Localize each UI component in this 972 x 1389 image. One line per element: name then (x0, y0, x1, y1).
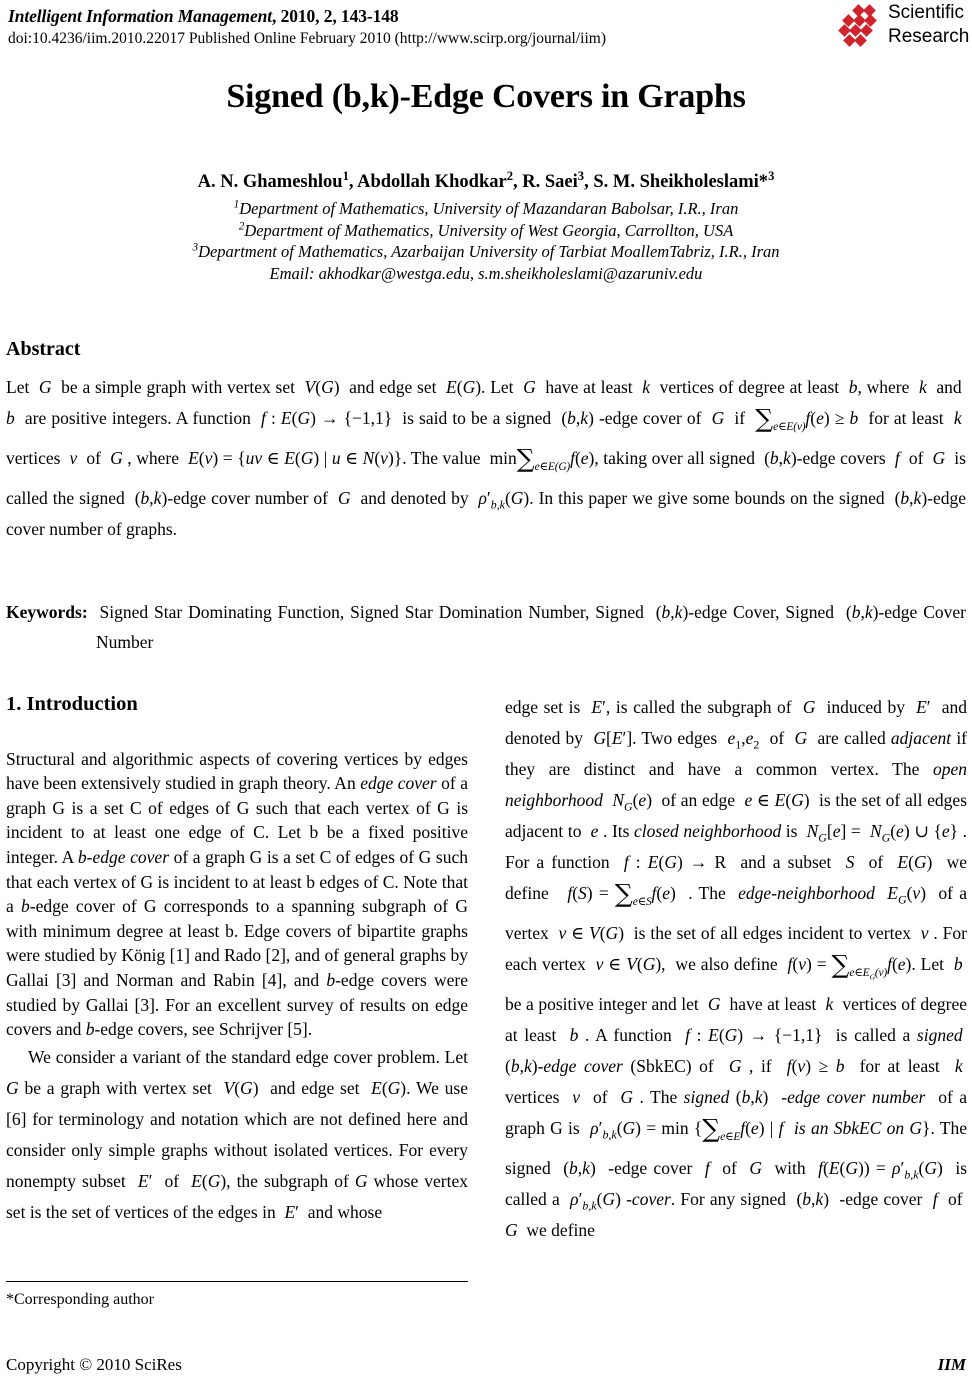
keywords-block (6, 597, 966, 657)
publisher-name-line2: Research (888, 26, 970, 47)
email-addresses[interactable]: akhodkar@westga.edu, s.m.sheikholeslami@azaruniv.edu (318, 263, 703, 283)
abstract-body: Let G be a simple graph with vertex set V(G) and edge set E(G). Let G have at least k vertices of degree at least b, where k and b are positive integers. A function f : E(G) → {−1,1} is said to be a signed (b,k) -edge cover of G if $\sum_{e\in E(v)}f(e) \ge b$ for at least k vertices v of G , where E(v) = {uv ∈ E(G) | u ∈ N(v)}. The value $\min\sum_{e\in E(G)}f(e)$, taking over all signed (b,k)-edge covers f of G is called the signed (b,k)-edge cover number of G and denoted by $\rho'_{b,k}(G)$. In this paper we give some bounds on the signed (b,k)-edge cover number of graphs. (6, 377, 967, 539)
keywords-text: Keywords: Signed Star Dominating Function, Signed Star Domination Number, Signed (b,k)-edge Cover, Signed (b,k)-edge Cover Number (6, 602, 966, 652)
paragraph-intro-2-continued: edge set is E′, is called the subgraph of G induced by E′ and denoted by G[E′]. Two edges $e_1,e_2$ of G are called adjacent if they are distinct and have a common vertex. The open neighborhood $N_G(e)$ of an edge e ∈ E(G) is the set of all edges adjacent to e . Its closed neighborhood is $N_G[e] = N_G(e)$ ∪ {e} . For a function f : E(G) → R and a subset S of E(G) we define $f(S) = \sum_{e\in S}f(e)$ . The edge-neighborhood $E_G(v)$ of a vertex v ∈ V(G) is the set of all edges incident to vertex v . For each vertex v ∈ V(G), we also define $f(v) = \sum_{e\in E_G(v)}f(e)$. Let b be a positive integer and let G have at least k vertices of degree at least b . A function f : E(G) → {−1,1} is called a signed (b,k)-edge cover (SbkEC) of G , if f(v) ≥ b for at least k vertices v of G . The signed (b,k) -edge cover number of a graph G is $\rho'_{b,k}(G) = \min \{\sum_{e\in E}f(e)$ | f is an SbkEC on G}. The signed (b,k) -edge cover f of G with $f(E(G)) = \rho'_{b,k}(G)$ is called a $\rho'_{b,k}(G)$ -cover. For any signed (b,k) -edge cover f of G we define (505, 697, 968, 1240)
section-1-heading: 1. Introduction (6, 693, 138, 715)
affiliation-1-text: Department of Mathematics, University of Mazandaran Babolsar, I.R., Iran (239, 199, 739, 218)
diamond-cluster-icon (840, 6, 884, 48)
journal-citation-line (8, 6, 828, 27)
affiliation-3: $^3$Department of Mathematics, Azarbaijan University of Tarbiat MoallemTabriz, I.R., Iran (192, 241, 780, 261)
affiliation-2: $^2$Department of Mathematics, University of West Georgia, Carrollton, USA (238, 220, 734, 240)
abstract-heading: Abstract (6, 338, 81, 360)
author-names: A. N. Ghameshlou$^1$, Abdollah Khodkar$^2$, R. Saei$^3$, S. M. Sheikholeslami*$^3$ (197, 168, 775, 192)
publisher-name (888, 1, 969, 49)
footnote-divider (6, 1281, 468, 1282)
footnote-corresponding-author: *Corresponding author (6, 1291, 154, 1308)
column-right (505, 692, 967, 1246)
paragraph-intro-2: We consider a variant of the standard edge cover problem. Let G be a graph with vertex set V(G) and edge set E(G). We use [6] for terminology and notation which are not defined here and consider only simple graphs without isolated vertices. For every nonempty subset E′ of E(G), the subgraph of G whose vertex set is the set of vertices of the edges in E′ and whose (6, 1046, 468, 1222)
copyright-notice: Copyright © 2010 SciRes (6, 1355, 182, 1374)
journal-title: Intelligent Information Management (8, 6, 273, 26)
paper-title: Signed (b,k)-Edge Covers in Graphs (226, 78, 746, 115)
affiliation-2-text: Department of Mathematics, University of West Georgia, Carrollton, USA (244, 220, 734, 240)
email-label: Email (269, 263, 309, 283)
doi-line: doi:10.4236/iim.2010.22017 Published Online February 2010 (http://www.scirp.org/journal/iim) (8, 30, 606, 47)
paragraph-intro-1: Structural and algorithmic aspects of covering vertices by edges have been extensively studied in graph theory. An edge cover of a graph G is a set C of edges of G such that each vertex of G is incident to at least one edge of C. Let b be a fixed positive integer. A b-edge cover of a graph G is a set C of edges of G such that each vertex of G is incident to at least b edges of C. Note that a b-edge cover of G corresponds to a spanning subgraph of G with minimum degree at least b. Edge covers of bipartite graphs were studied by König [1] and Rado [2], and of general graphs by Gallai [3] and Norman and Rabin [4], and b-edge covers were studied by Gallai [3]. For an excellent survey of results on edge covers and b-edge covers, see Schrijver [5]. (6, 748, 468, 1040)
author-list (0, 168, 972, 193)
email-line: Email: akhodkar@westga.edu, s.m.sheikholeslami@azaruniv.edu (269, 263, 703, 283)
running-head (8, 6, 828, 48)
publisher-name-line1: Scientific (888, 2, 965, 23)
affiliation-block (0, 198, 972, 284)
journal-abbreviation: IIM (937, 1355, 966, 1374)
keywords-label: Keywords: (6, 602, 88, 622)
column-left (6, 692, 468, 1228)
affiliation-3-text: Department of Mathematics, Azarbaijan University of Tarbiat MoallemTabriz, I.R., Iran (198, 242, 780, 261)
publisher-logo (836, 2, 970, 52)
journal-volume-pages: , 2010, 2, 143-148 (272, 6, 399, 26)
affiliation-1: $^1$Department of Mathematics, University of Mazandaran Babolsar, I.R., Iran (233, 198, 739, 218)
